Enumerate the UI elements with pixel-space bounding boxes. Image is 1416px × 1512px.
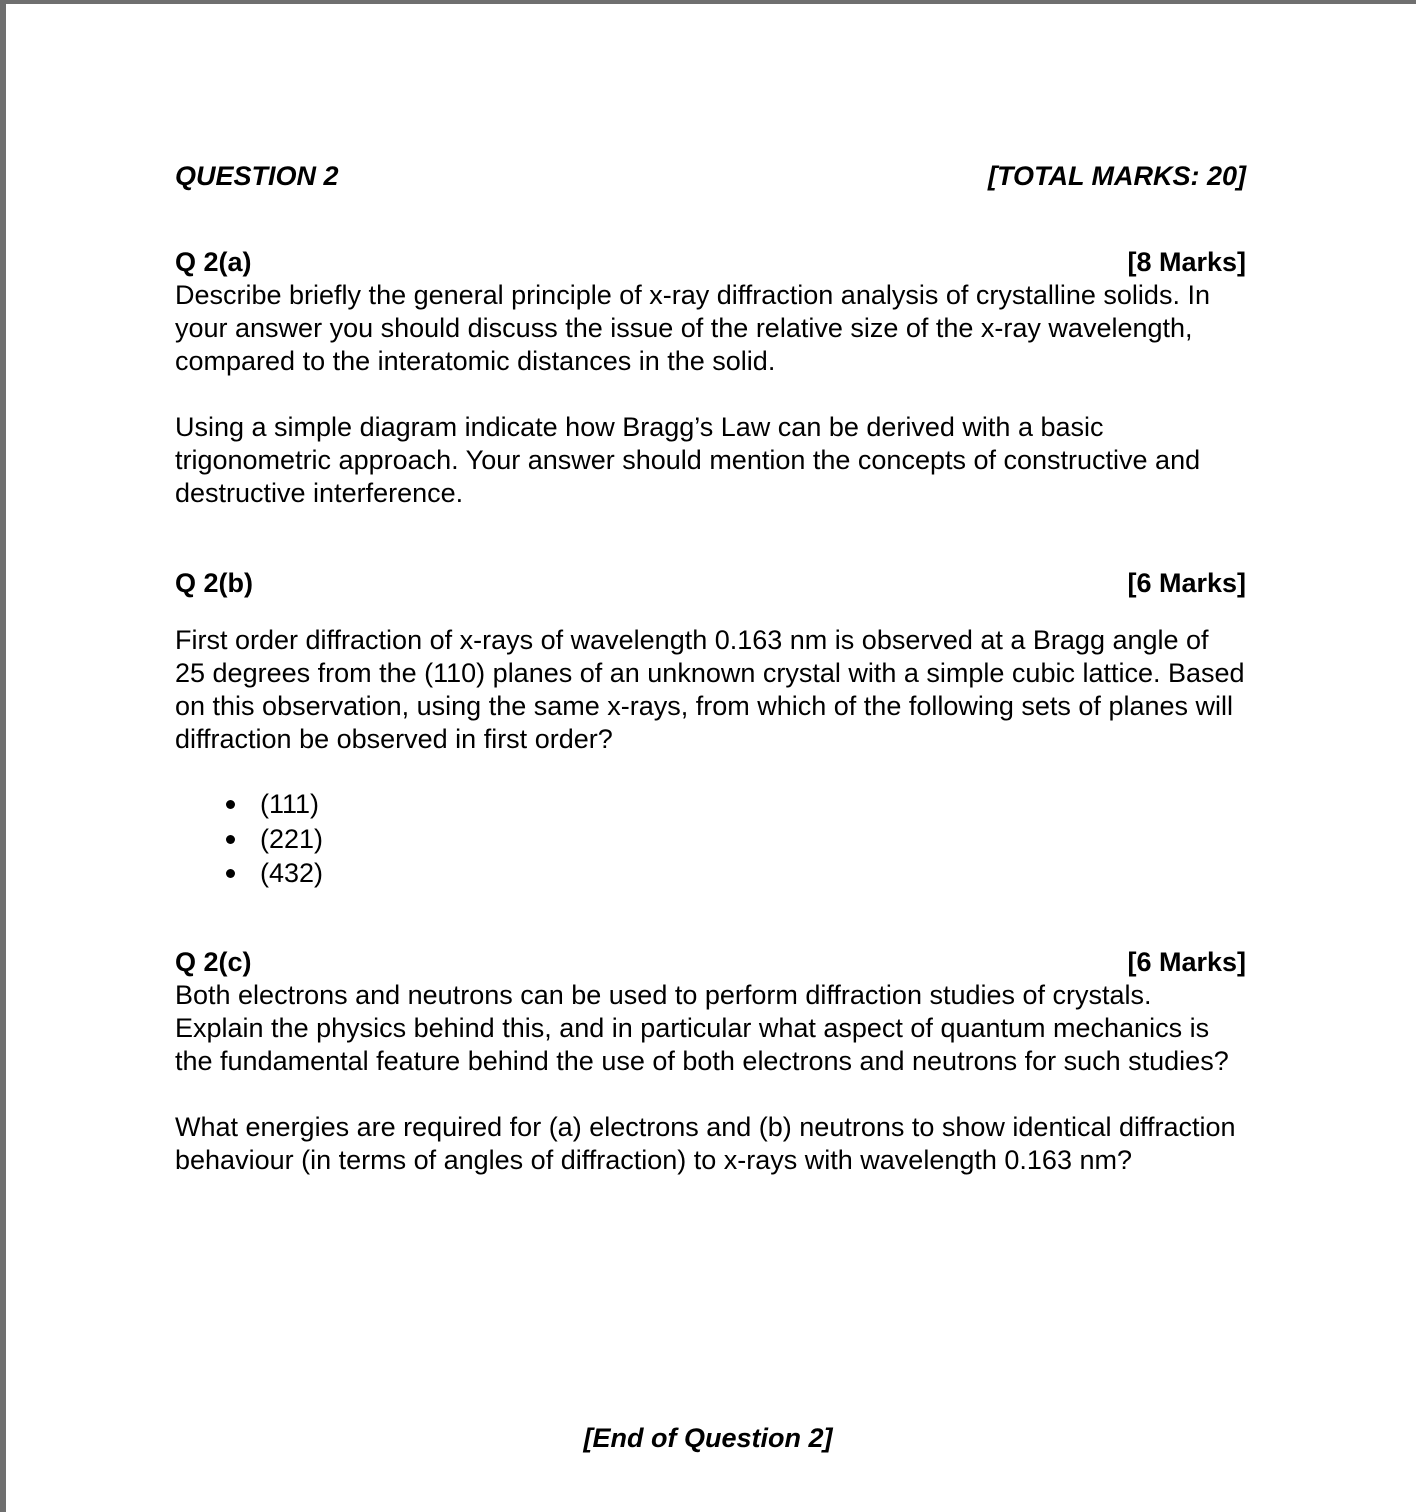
total-marks: [TOTAL MARKS: 20]	[987, 161, 1246, 191]
question-content	[175, 158, 1246, 1177]
q2c-paragraph-1: Both electrons and neutrons can be used to perform diffraction studies of crystals. Explain the physics behind this, and in particular what aspect of quantum mechanics is the fundamental feature behind the use of both electrons and neutrons for such studies?	[175, 979, 1229, 1076]
q2c-paragraph-2: What energies are required for (a) electrons and (b) neutrons to show identical diffraction behaviour (in terms of angles of diffraction) to x-rays with wavelength 0.163 nm?	[175, 1111, 1236, 1175]
bullet-icon	[226, 869, 235, 878]
q2c-label: Q 2(c)	[175, 946, 252, 977]
end-of-question-note: [End of Question 2]	[583, 1423, 833, 1453]
question-header	[175, 158, 1246, 194]
page-left-border	[0, 0, 6, 1512]
list-item	[175, 822, 1246, 857]
page-top-border	[0, 0, 1416, 4]
q2b-paragraph-1: First order diffraction of x-rays of wavelength 0.163 nm is observed at a Bragg angle of 25 degrees from the (110) planes of an unknown crystal with a simple cubic lattice. Based on this observation, using the same x-rays, from which of the following sets of planes will diffraction be observed in first order?	[175, 625, 1245, 754]
plane-label: (432)	[260, 858, 324, 888]
q2a-header	[175, 246, 1246, 279]
q2a-marks: [8 Marks]	[1127, 247, 1246, 277]
plane-label: (221)	[260, 823, 324, 854]
list-item	[175, 856, 1246, 891]
q2b-marks: [6 Marks]	[1127, 568, 1246, 598]
plane-label: (111)	[260, 789, 320, 819]
q2a-paragraph-2: Using a simple diagram indicate how Bragg’s Law can be derived with a basic trigonometric approach. Your answer should mention the concepts of constructive and destructive interference.	[175, 412, 1201, 508]
list-item	[175, 787, 1246, 822]
q2c-header	[175, 946, 1246, 979]
bullet-icon	[226, 835, 235, 844]
q2a-paragraph-1: Describe briefly the general principle of x-ray diffraction analysis of crystalline solids. In your answer you should discuss the issue of the relative size of the x-ray wavelength, compared to the interatomic distances in the solid.	[175, 280, 1210, 376]
q2c-marks: [6 Marks]	[1127, 946, 1246, 977]
question-title: QUESTION 2	[175, 161, 339, 191]
q2a-label: Q 2(a)	[175, 247, 252, 277]
q2b-header	[175, 567, 1246, 600]
q2b-label: Q 2(b)	[175, 568, 253, 598]
plane-list	[175, 787, 1246, 891]
bullet-icon	[226, 800, 235, 809]
